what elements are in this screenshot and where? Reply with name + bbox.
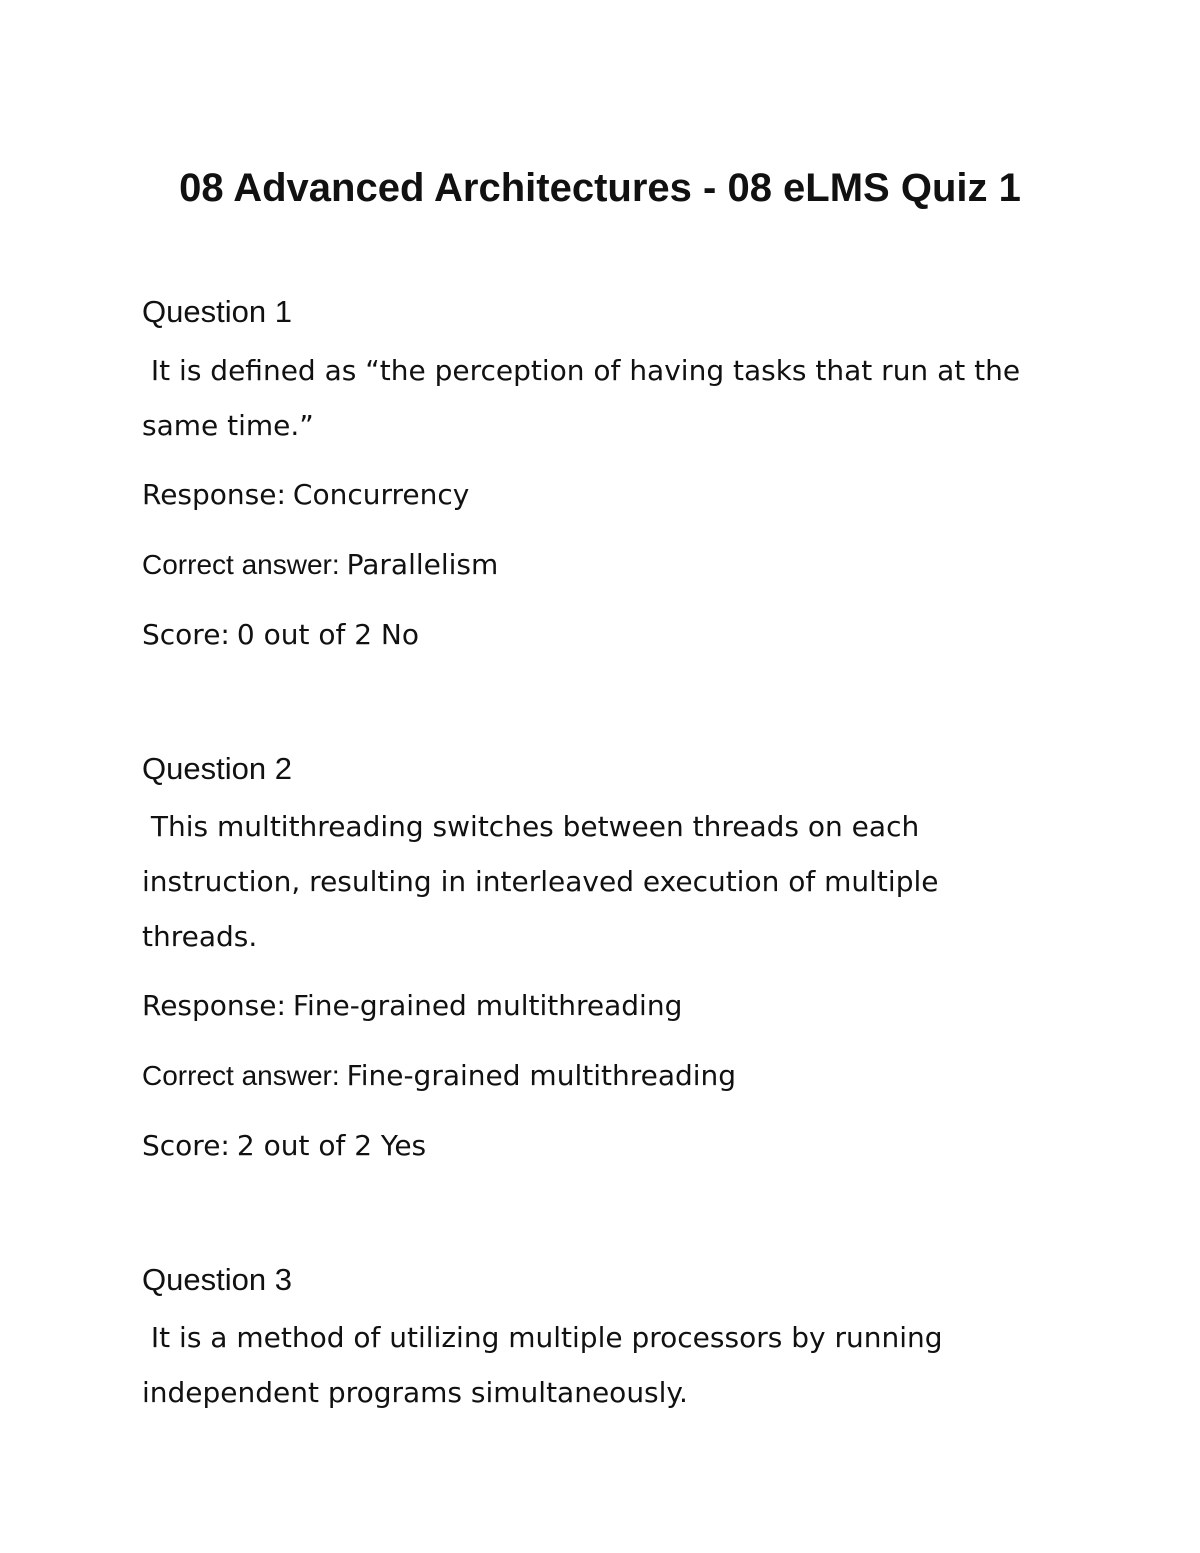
response-line: [142, 475, 469, 516]
score-value: 0 out of 2 No: [236, 618, 420, 651]
question-text: It is a method of utilizing multiple processors by running independent programs simultaneously.: [142, 1321, 952, 1409]
question-text: It is defined as “the perception of having tasks that run at the same time.”: [142, 354, 1029, 442]
document-title: 08 Advanced Architectures - 08 eLMS Quiz 1: [179, 166, 1021, 210]
correct-answer-label: Correct answer:: [142, 549, 340, 580]
score-value: 2 out of 2 Yes: [236, 1129, 427, 1162]
response-line: [142, 986, 682, 1027]
response-label: Response:: [142, 989, 286, 1022]
question-heading: Question 3: [142, 1262, 292, 1297]
correct-answer-line: [142, 1056, 736, 1097]
score-line: [142, 1126, 426, 1167]
question-heading: Question 1: [142, 294, 292, 329]
correct-answer-label: Correct answer:: [142, 1060, 340, 1091]
correct-answer-line: [142, 545, 498, 586]
question-text: This multithreading switches between threads on each instruction, resulting in interleaved execution of multiple threads.: [142, 810, 948, 953]
score-label: Score:: [142, 1129, 230, 1162]
correct-answer-value: Fine-grained multithreading: [346, 1059, 737, 1092]
score-label: Score:: [142, 618, 230, 651]
correct-answer-value: Parallelism: [346, 548, 499, 581]
score-line: [142, 615, 419, 656]
response-label: Response:: [142, 478, 286, 511]
question-heading: Question 2: [142, 751, 292, 786]
response-value: Fine-grained multithreading: [292, 989, 683, 1022]
response-value: Concurrency: [292, 478, 470, 511]
